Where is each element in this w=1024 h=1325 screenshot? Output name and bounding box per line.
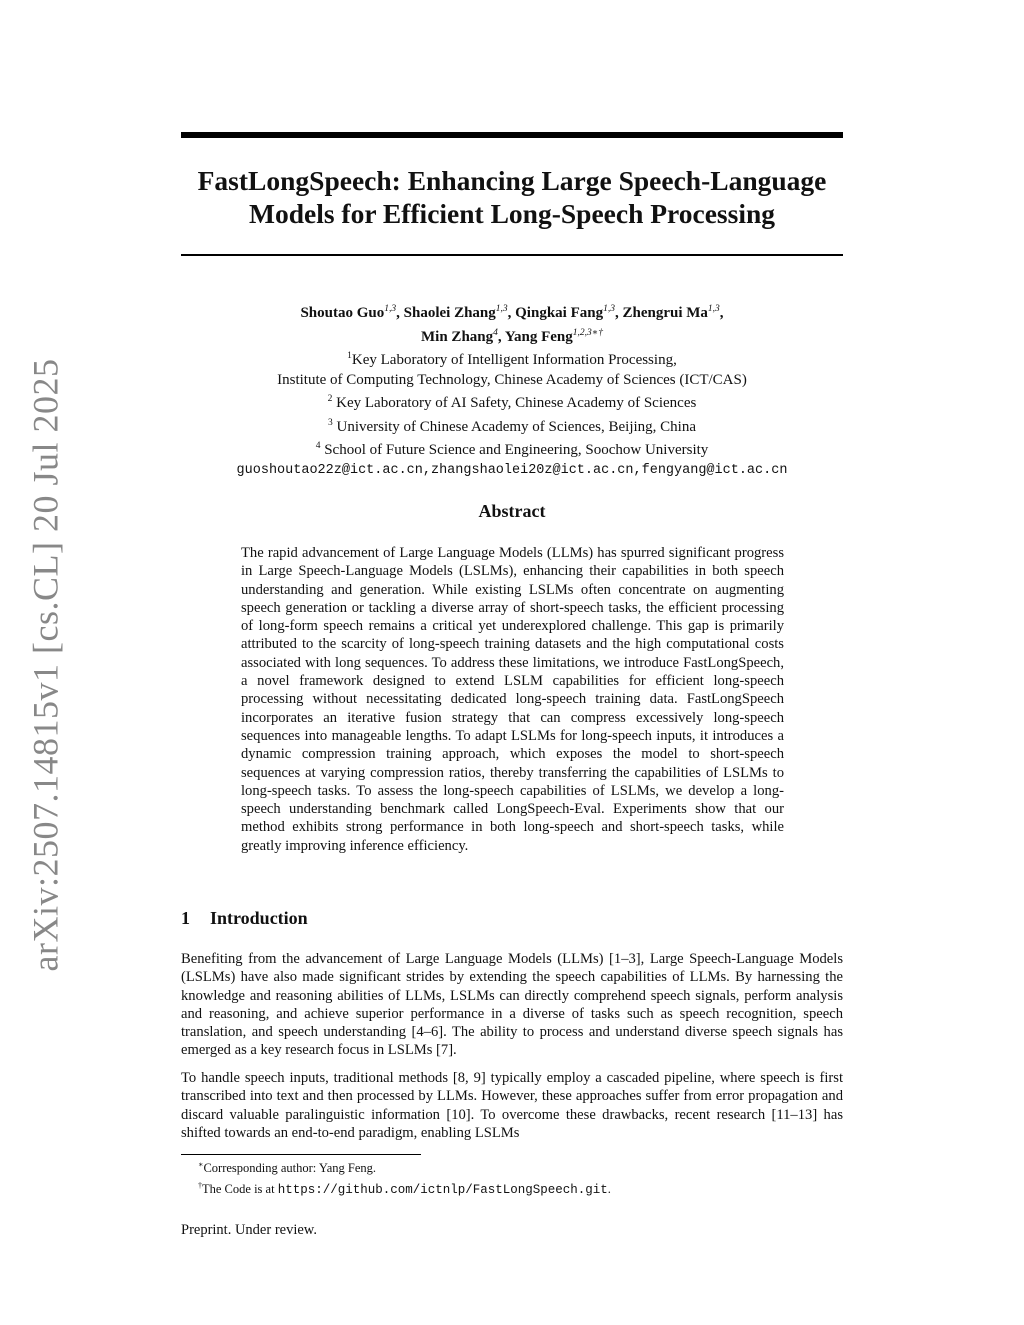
affiliation: $^4$ School of Future Science and Engineering, Soochow University <box>315 441 709 458</box>
title-bottom-rule <box>181 254 843 256</box>
arxiv-identifier: arXiv:2507.14815v1 [cs.CL] 20 Jul 2025 <box>25 358 66 972</box>
affiliation: Institute of Computing Technology, Chinese Academy of Sciences (ICT/CAS) <box>277 371 747 388</box>
body-paragraph: Benefiting from the advancement of Large Language Models (LLMs) [1–3], Large Speech-Language Models (LSLMs) have also made significant strides by extending the speech capabilities of LLMs. By harnessing the knowledge and reasoning abilities of LLMs, LSLMs can directly comprehend speech signals, perform analysis and reasoning, and achieve superior performance in a diverse of tasks such as speech recognition, speech translation, and speech understanding [4–6]. The ability to process and understand diverse speech signals has emerged as a key research focus in LSLMs [7]. <box>181 951 843 1059</box>
author: Yang Feng$^{1,2,3∗\dagger}$ <box>504 327 603 345</box>
author-emails: guoshoutao22z@ict.ac.cn,zhangshaolei20z@ict.ac.cn,fengyang@ict.ac.cn <box>236 462 788 478</box>
author: Shoutao Guo$^{1,3}$ <box>300 304 397 321</box>
section-title: Introduction <box>210 908 308 928</box>
affiliation: $^1$Key Laboratory of Intelligent Information Processing, <box>347 351 677 368</box>
footnote-rule <box>181 1154 421 1155</box>
author: Zhengrui Ma$^{1,3}$ <box>622 304 720 321</box>
affiliation: $^2$ Key Laboratory of AI Safety, Chinese Academy of Sciences <box>327 394 697 411</box>
code-link[interactable]: https://github.com/ictnlp/FastLongSpeech.git <box>277 1183 608 1198</box>
body-paragraph: To handle speech inputs, traditional methods [8, 9] typically employ a cascaded pipeline, where speech is first transcribed into text and then processed by LLMs. However, these approaches suffer from error propagation and discard valuable paralinguistic information [10]. To overcome these drawbacks, recent research [11–13] has shifted towards an end-to-end paradigm, enabling LSLMs <box>181 1070 843 1141</box>
abstract-text: The rapid advancement of Large Language Models (LLMs) has spurred significant progress in Large Speech-Language Models (LSLMs), enhancing their capabilities in both speech understanding and generation. While existing LSLMs often concentrate on augmenting speech generation or tackling a diverse array of short-speech tasks, the efficient processing of long-form speech remains a critical yet underexplored challenge. This gap is primarily attributed to the scarcity of long-speech training datasets and the high computational costs associated with long sequences. To address these limitations, we introduce FastLongSpeech, a novel framework designed to extend LSLM capabilities for efficient long-speech processing without necessitating dedicated long-speech training data. FastLongSpeech incorporates an iterative fusion strategy that can compress excessively long-speech sequences into manageable lengths. To adapt LSLMs for long-speech inputs, it introduces a dynamic compression training approach, which exposes the model to short-speech sequences at varying compression ratios, thereby transferring the capabilities of LSLMs to long-speech tasks. To assess the long-speech capabilities of LSLMs, we develop a long-speech understanding benchmark called LongSpeech-Eval. Experiments show that our method exhibits strong performance in both long-speech and short-speech tasks, while greatly improving inference efficiency. <box>241 545 784 854</box>
author: Shaolei Zhang$^{1,3}$ <box>403 304 508 321</box>
arxiv-side-stamp <box>20 358 70 972</box>
section-heading <box>181 908 308 929</box>
paper-title: FastLongSpeech: Enhancing Large Speech-Language Models for Efficient Long-Speech Processing <box>197 165 827 229</box>
affiliation: $^3$ University of Chinese Academy of Sciences, Beijing, China <box>327 417 696 435</box>
author-block <box>181 300 843 480</box>
section-number: 1 <box>181 908 190 928</box>
title-top-rule <box>181 132 843 138</box>
author: Qingkai Fang$^{1,3}$ <box>515 304 615 321</box>
abstract-heading: Abstract <box>478 501 546 521</box>
footnote: †The Code is at https://github.com/ictnlp/FastLongSpeech.git. <box>198 1181 611 1198</box>
author: Min Zhang$^4$ <box>421 327 498 345</box>
author-names: Shoutao Guo$^{1,3}$, Shaolei Zhang$^{1,3}$, Qingkai Fang$^{1,3}$, Zhengrui Ma$^{1,3}$, Min Zhang$^4$, Yang Feng$^{1,2,3∗\dagger}$ <box>300 304 724 345</box>
footnote: ∗Corresponding author: Yang Feng. <box>198 1160 377 1176</box>
footnotes <box>198 1156 611 1199</box>
page-footer: Preprint. Under review. <box>181 1222 317 1238</box>
